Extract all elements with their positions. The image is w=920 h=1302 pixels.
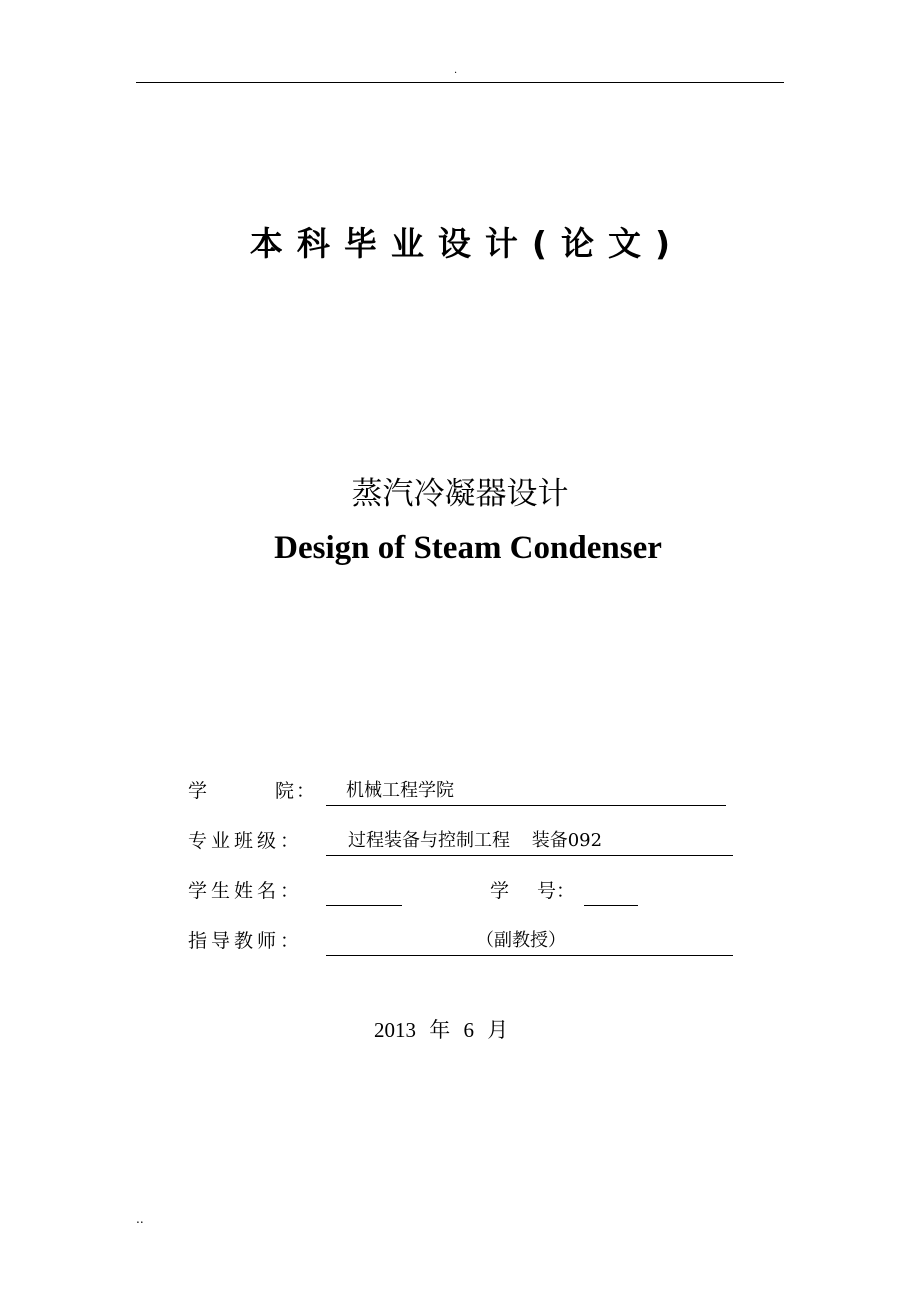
student-name-label: 学生姓名：	[188, 880, 304, 902]
college-value: 机械工程学院	[346, 780, 454, 801]
advisor-field	[326, 926, 733, 956]
student-name-field	[326, 876, 402, 906]
student-id-field	[584, 876, 638, 906]
college-label	[188, 776, 317, 806]
thesis-type-heading: 本科毕业设计(论文)	[249, 224, 685, 263]
header-mark: .	[454, 65, 458, 76]
major-label: 专业班级：	[188, 830, 304, 852]
header-rule	[136, 82, 784, 83]
thesis-title-english: Design of Steam Condenser	[274, 530, 662, 566]
thesis-title-chinese: 蒸汽冷凝器设计	[351, 476, 569, 512]
advisor-label: 指导教师：	[188, 930, 304, 952]
footer-mark: ..	[136, 1212, 144, 1226]
college-row	[188, 776, 748, 806]
college-label-text: 学 院：	[188, 780, 318, 802]
college-field	[326, 776, 726, 806]
student-id-label: 学 号：	[490, 880, 576, 902]
major-row	[188, 826, 748, 856]
major-field	[326, 826, 733, 856]
student-row	[188, 876, 748, 906]
major-value: 过程装备与控制工程 装备092	[348, 830, 603, 851]
advisor-row	[188, 926, 748, 956]
advisor-value: （副教授）	[476, 930, 566, 951]
submission-date: 2013 年 6 月	[374, 1018, 509, 1042]
